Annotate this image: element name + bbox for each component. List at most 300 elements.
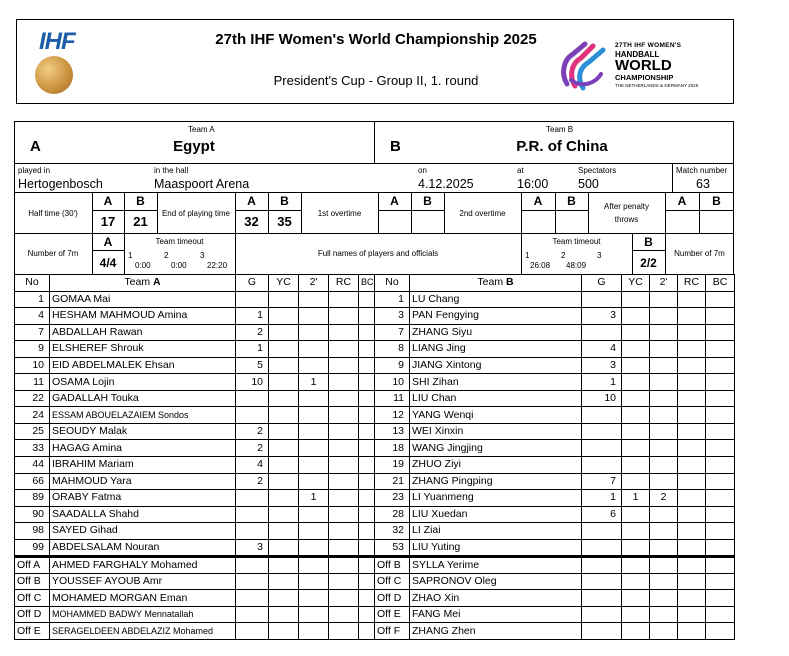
player-bc [359, 523, 375, 540]
half-score-a: 17 [100, 214, 116, 229]
player-bc [706, 423, 735, 440]
player-two [650, 374, 678, 391]
player-rc [678, 407, 706, 424]
player-yc [622, 341, 650, 358]
official-empty-cell [329, 573, 359, 590]
official-empty-cell [359, 623, 375, 640]
player-row [15, 457, 375, 474]
player-bc [359, 440, 375, 457]
player-two [299, 423, 329, 440]
timeout-a-slot-1-time: 0:00 [135, 261, 151, 270]
end-time-label: End of playing time [161, 209, 231, 218]
player-name: LIU Xuedan [410, 506, 582, 523]
player-rc [678, 440, 706, 457]
player-row [375, 506, 735, 523]
match-number-value: 63 [696, 177, 710, 191]
official-name: ZHANG Zhen [410, 623, 582, 640]
player-bc [706, 308, 735, 325]
player-number: 1 [15, 291, 50, 308]
player-two [650, 523, 678, 540]
end-score-b: 35 [277, 214, 292, 229]
player-row [375, 490, 735, 507]
official-empty-cell [582, 556, 622, 573]
player-rc [329, 407, 359, 424]
player-g [236, 523, 269, 540]
official-name: FANG Mei [410, 606, 582, 623]
half-col-b: B [136, 194, 145, 208]
player-g: 1 [582, 490, 622, 507]
player-number: 1 [375, 291, 410, 308]
player-bc [706, 523, 735, 540]
player-two [299, 523, 329, 540]
official-empty-cell [582, 590, 622, 607]
player-number: 28 [375, 506, 410, 523]
team-b-letter: B [390, 138, 401, 155]
player-row [15, 390, 375, 407]
player-rc [678, 324, 706, 341]
player-row [375, 374, 735, 391]
player-bc [359, 506, 375, 523]
date-value: 4.12.2025 [418, 177, 474, 191]
player-name: EID ABDELMALEK Ehsan [50, 357, 236, 374]
player-rc [329, 423, 359, 440]
player-number: 12 [375, 407, 410, 424]
player-rc [678, 523, 706, 540]
player-rc [329, 374, 359, 391]
player-g [582, 324, 622, 341]
player-g [236, 407, 269, 424]
player-two [299, 407, 329, 424]
player-yc [269, 539, 299, 556]
pen-col-b: B [712, 194, 721, 208]
player-rc [678, 490, 706, 507]
player-number: 7 [375, 324, 410, 341]
player-yc [622, 390, 650, 407]
team-b-roster [374, 274, 735, 640]
player-name: ZHANG Siyu [410, 324, 582, 341]
player-rc [678, 539, 706, 556]
player-two: 1 [299, 374, 329, 391]
player-g [236, 506, 269, 523]
player-g [582, 291, 622, 308]
player-bc [359, 308, 375, 325]
player-yc [622, 357, 650, 374]
official-empty-cell [329, 623, 359, 640]
player-number: 10 [15, 357, 50, 374]
player-bc [706, 291, 735, 308]
player-g: 2 [236, 324, 269, 341]
official-empty-cell [359, 590, 375, 607]
player-bc [359, 539, 375, 556]
player-two [650, 506, 678, 523]
official-empty-cell [706, 606, 735, 623]
player-number: 98 [15, 523, 50, 540]
player-number: 22 [15, 390, 50, 407]
player-row [15, 374, 375, 391]
penalty-label-2: throws [614, 215, 639, 224]
penalty-label-1: After penalty [604, 202, 649, 211]
player-number: 3 [375, 308, 410, 325]
player-two [299, 357, 329, 374]
player-name: IBRAHIM Mariam [50, 457, 236, 474]
player-yc [269, 291, 299, 308]
player-name: LI Ziai [410, 523, 582, 540]
official-role: Off B [375, 556, 410, 573]
player-row [15, 523, 375, 540]
player-number: 4 [15, 308, 50, 325]
player-name: HESHAM MAHMOUD Amina [50, 308, 236, 325]
col-yc: YC [269, 275, 299, 292]
official-name: SAPRONOV Oleg [410, 573, 582, 590]
player-two [650, 357, 678, 374]
time-label: at [517, 166, 524, 175]
team-b-name: P.R. of China [516, 138, 608, 155]
player-g [236, 291, 269, 308]
player-row [375, 324, 735, 341]
player-rc [678, 341, 706, 358]
player-bc [359, 490, 375, 507]
player-bc [706, 390, 735, 407]
official-row [15, 606, 375, 623]
player-yc [269, 407, 299, 424]
player-row [375, 457, 735, 474]
official-role: Off A [15, 556, 50, 573]
player-g: 1 [236, 308, 269, 325]
official-empty-cell [269, 623, 299, 640]
team-b-label: Team B [546, 125, 574, 134]
player-bc [359, 390, 375, 407]
player-row [375, 423, 735, 440]
player-two [299, 341, 329, 358]
player-name: LIU Chan [410, 390, 582, 407]
player-rc [329, 539, 359, 556]
player-number: 10 [375, 374, 410, 391]
player-bc [359, 423, 375, 440]
official-name: MOHAMED MORGAN Eman [50, 590, 236, 607]
player-two [299, 291, 329, 308]
player-two [299, 324, 329, 341]
player-rc [678, 506, 706, 523]
player-name: PAN Fengying [410, 308, 582, 325]
player-yc [622, 374, 650, 391]
player-rc [329, 506, 359, 523]
official-name: SYLLA Yerime [410, 556, 582, 573]
official-empty-cell [359, 573, 375, 590]
player-yc [269, 390, 299, 407]
official-empty-cell [622, 573, 650, 590]
official-role: Off D [15, 606, 50, 623]
official-name: AHMED FARGHALY Mohamed [50, 556, 236, 573]
player-bc [359, 357, 375, 374]
official-empty-cell [678, 623, 706, 640]
col-rc: RC [678, 275, 706, 292]
player-g [236, 390, 269, 407]
official-empty-cell [706, 623, 735, 640]
player-rc [329, 324, 359, 341]
official-empty-cell [622, 606, 650, 623]
player-name: SEOUDY Malak [50, 423, 236, 440]
official-empty-cell [236, 573, 269, 590]
half-score-b: 21 [133, 214, 148, 229]
player-yc: 1 [622, 490, 650, 507]
end-col-b: B [280, 194, 289, 208]
player-rc [329, 473, 359, 490]
ot1-col-a: A [390, 194, 399, 208]
team-a-header-row [15, 275, 375, 292]
player-number: 66 [15, 473, 50, 490]
player-name: MAHMOUD Yara [50, 473, 236, 490]
header-box [16, 19, 734, 104]
col-2min: 2' [299, 275, 329, 292]
col-rc: RC [329, 275, 359, 292]
player-name: ABDELSALAM Nouran [50, 539, 236, 556]
official-empty-cell [650, 623, 678, 640]
official-row [375, 606, 735, 623]
player-bc [706, 341, 735, 358]
date-label: on [418, 166, 427, 175]
player-number: 33 [15, 440, 50, 457]
team-a-roster [14, 274, 375, 640]
player-bc [359, 291, 375, 308]
player-yc [622, 407, 650, 424]
player-rc [329, 440, 359, 457]
player-number: 11 [15, 374, 50, 391]
player-two [650, 308, 678, 325]
player-rc [678, 357, 706, 374]
half-col-a: A [103, 194, 113, 208]
timeout-a-slot-2-num: 2 [164, 251, 169, 260]
player-bc [706, 440, 735, 457]
hand-icon [559, 36, 611, 92]
player-yc [269, 341, 299, 358]
col-2min: 2' [650, 275, 678, 292]
ot1-label: 1st overtime [317, 209, 362, 218]
info-row [14, 163, 734, 193]
ihf-logo-text: IHF [39, 28, 75, 55]
player-two [299, 390, 329, 407]
player-yc [622, 308, 650, 325]
player-row [375, 523, 735, 540]
official-role: Off C [375, 573, 410, 590]
ot1-col-b: B [423, 194, 432, 208]
spectators-value: 500 [578, 177, 599, 191]
official-row [375, 623, 735, 640]
player-rc [329, 357, 359, 374]
player-row [375, 390, 735, 407]
player-yc [622, 539, 650, 556]
official-role: Off E [375, 606, 410, 623]
official-empty-cell [299, 623, 329, 640]
player-rc [678, 473, 706, 490]
player-name: ELSHEREF Shrouk [50, 341, 236, 358]
player-yc [269, 523, 299, 540]
player-bc [706, 407, 735, 424]
timeout-a-slot-1-num: 1 [128, 251, 133, 260]
player-number: 7 [15, 324, 50, 341]
timeout-b-letter: B [644, 235, 653, 249]
player-rc [678, 291, 706, 308]
official-empty-cell [706, 573, 735, 590]
player-two [299, 440, 329, 457]
player-rc [329, 308, 359, 325]
player-rc [329, 341, 359, 358]
player-row [375, 473, 735, 490]
player-yc [269, 490, 299, 507]
official-role: Off B [15, 573, 50, 590]
col-bc: BC [359, 275, 375, 292]
player-number: 21 [375, 473, 410, 490]
player-g: 7 [582, 473, 622, 490]
timeout-a-slot-3-num: 3 [200, 251, 205, 260]
official-empty-cell [582, 573, 622, 590]
player-g: 3 [582, 308, 622, 325]
player-number: 13 [375, 423, 410, 440]
player-two [650, 539, 678, 556]
player-g: 10 [236, 374, 269, 391]
timeout-a-slot-2-time: 0:00 [171, 261, 187, 270]
player-number: 99 [15, 539, 50, 556]
team-timeout-label-b: Team timeout [552, 237, 601, 246]
player-two [650, 324, 678, 341]
hall-label: in the hall [154, 166, 189, 175]
player-yc [269, 357, 299, 374]
official-empty-cell [706, 556, 735, 573]
player-yc [269, 440, 299, 457]
official-empty-cell [650, 573, 678, 590]
player-g: 1 [236, 341, 269, 358]
col-team-b: Team B [410, 275, 582, 292]
player-name: OSAMA Lojin [50, 374, 236, 391]
player-yc [622, 440, 650, 457]
player-row [15, 291, 375, 308]
timeout-b-slot-1-num: 1 [525, 251, 530, 260]
official-row [375, 590, 735, 607]
player-row [15, 539, 375, 556]
col-yc: YC [622, 275, 650, 292]
official-empty-cell [582, 623, 622, 640]
official-role: Off E [15, 623, 50, 640]
official-empty-cell [650, 556, 678, 573]
official-row [375, 556, 735, 573]
player-number: 9 [375, 357, 410, 374]
player-two [299, 473, 329, 490]
player-rc [329, 490, 359, 507]
player-two [650, 407, 678, 424]
player-bc [359, 457, 375, 474]
timeout-a-slot-3-time: 22:20 [207, 261, 228, 270]
col-team-a: Team A [50, 275, 236, 292]
col-bc: BC [706, 275, 735, 292]
player-row [375, 407, 735, 424]
player-number: 25 [15, 423, 50, 440]
col-no: No [375, 275, 410, 292]
player-rc [678, 374, 706, 391]
player-g: 1 [582, 374, 622, 391]
ot2-label: 2nd overtime [459, 209, 506, 218]
col-g: G [582, 275, 622, 292]
player-bc [359, 341, 375, 358]
official-role: Off C [15, 590, 50, 607]
player-two [299, 506, 329, 523]
player-two [650, 390, 678, 407]
official-empty-cell [299, 606, 329, 623]
player-row [375, 341, 735, 358]
player-row [15, 473, 375, 490]
player-name: LI Yuanmeng [410, 490, 582, 507]
player-two [650, 440, 678, 457]
player-g: 2 [236, 473, 269, 490]
wc-logo-line3: WORLD [615, 57, 672, 74]
player-row [375, 291, 735, 308]
player-two [650, 291, 678, 308]
timeout-a-letter: A [103, 235, 113, 249]
player-g: 2 [236, 423, 269, 440]
player-g: 2 [236, 440, 269, 457]
player-yc [269, 473, 299, 490]
official-empty-cell [329, 556, 359, 573]
player-g: 6 [582, 506, 622, 523]
official-empty-cell [299, 573, 329, 590]
player-name: JIANG Xintong [410, 357, 582, 374]
official-row [15, 556, 375, 573]
player-g [582, 440, 622, 457]
player-name: HAGAG Amina [50, 440, 236, 457]
official-empty-cell [269, 573, 299, 590]
official-name: YOUSSEF AYOUB Amr [50, 573, 236, 590]
player-yc [622, 457, 650, 474]
player-name: WEI Xinxin [410, 423, 582, 440]
player-g [582, 523, 622, 540]
player-yc [269, 506, 299, 523]
player-two [650, 423, 678, 440]
official-name: ZHAO Xin [410, 590, 582, 607]
player-yc [622, 291, 650, 308]
player-bc [706, 457, 735, 474]
player-number: 9 [15, 341, 50, 358]
player-bc [706, 374, 735, 391]
player-name: LIU Yuting [410, 539, 582, 556]
official-role: Off F [375, 623, 410, 640]
official-empty-cell [329, 606, 359, 623]
player-row [375, 308, 735, 325]
player-number: 23 [375, 490, 410, 507]
wc-logo-line4: CHAMPIONSHIP [615, 73, 674, 82]
official-name: SERAGELDEEN ABDELAZIZ Mohamed [50, 623, 236, 640]
player-name: LIANG Jing [410, 341, 582, 358]
official-empty-cell [269, 556, 299, 573]
player-number: 19 [375, 457, 410, 474]
player-rc [329, 390, 359, 407]
team-a-label: Team A [188, 125, 215, 134]
player-bc [706, 357, 735, 374]
player-row [375, 440, 735, 457]
official-empty-cell [269, 606, 299, 623]
player-bc [706, 324, 735, 341]
player-rc [329, 523, 359, 540]
player-number: 53 [375, 539, 410, 556]
player-two [650, 341, 678, 358]
player-name: SAADALLA Shahd [50, 506, 236, 523]
official-empty-cell [622, 556, 650, 573]
official-empty-cell [269, 590, 299, 607]
player-yc [622, 324, 650, 341]
player-rc [678, 308, 706, 325]
ot2-col-b: B [567, 194, 576, 208]
player-g [236, 490, 269, 507]
player-bc [706, 506, 735, 523]
official-empty-cell [650, 606, 678, 623]
official-row [15, 573, 375, 590]
